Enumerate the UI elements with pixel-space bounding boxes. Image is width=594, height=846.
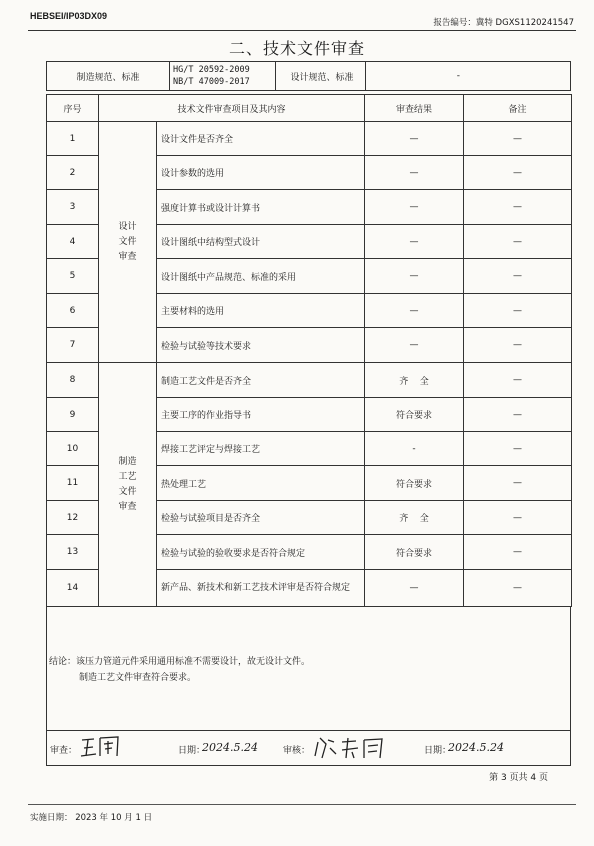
divider [169,62,170,90]
row-item: 设计文件是否齐全 [157,122,365,156]
row-no: 3 [47,190,99,225]
row-item: 焊接工艺评定与焊接工艺 [157,432,365,466]
conclusion-line-1: 结论：该压力管道元件采用通用标准不需要设计，故无设计文件。 [49,657,311,667]
reviewer-label: 审查： [50,746,78,756]
row-result: 符合要求 [365,535,464,570]
design-standard-value: - [456,71,460,81]
table-row [47,363,572,398]
document-code: HEBSEI/IP03DX09 [30,11,108,21]
header-item: 技术文件审查项目及其内容 [99,95,365,122]
row-result: — [365,122,464,156]
category-line: 设计 [118,221,137,232]
row-note: — [464,122,572,156]
row-no: 14 [47,570,99,607]
row-item: 强度计算书或设计计算书 [157,190,365,225]
row-result: 符合要求 [365,466,464,501]
row-item: 热处理工艺 [157,466,365,501]
row-result: 符合要求 [365,398,464,432]
row-no: 11 [47,466,99,501]
row-no: 1 [47,122,99,156]
row-result: 齐 全 [365,501,464,535]
row-item: 检验与试验的验收要求是否符合规定 [157,535,365,570]
category-line: 文件 [118,486,137,497]
conclusion-line-2: 制造工艺文件审查符合要求。 [79,673,197,683]
audit-date-label: 日期： [424,746,452,756]
footer-divider [28,804,576,805]
reviewer-signature [78,732,138,766]
row-item: 主要工序的作业指导书 [157,398,365,432]
header-result: 审查结果 [365,95,464,122]
row-item: 主要材料的选用 [157,294,365,328]
header-note: 备注 [464,95,572,122]
row-note: — [464,398,572,432]
auditor-signature [312,732,392,768]
header-no: 序号 [47,95,99,122]
row-no: 4 [47,225,99,259]
row-item: 检验与试验等技术要求 [157,328,365,363]
row-note: — [464,190,572,225]
row-note: — [464,501,572,535]
header-divider [28,30,576,31]
row-result: — [365,328,464,363]
row-note: — [464,259,572,294]
row-result: 齐 全 [365,363,464,398]
table-header-row [47,95,572,122]
mfg-standard-label: 制造规范、标准 [76,72,140,83]
mfg-standard-codes [173,62,273,90]
row-note: — [464,535,572,570]
signature-image [78,732,138,762]
row-note: — [464,432,572,466]
row-result: — [365,225,464,259]
page-number: 第 3 页共 4 页 [489,773,548,783]
row-result: — [365,570,464,607]
mfg-code-2: NB/T 47009-2017 [173,77,250,87]
category-line: 工艺 [118,471,137,482]
row-no: 12 [47,501,99,535]
row-no: 5 [47,259,99,294]
row-no: 10 [47,432,99,466]
row-result: — [365,259,464,294]
design-category [99,122,157,363]
divider [365,62,366,90]
mfg-category [99,363,157,607]
row-no: 9 [47,398,99,432]
row-note: — [464,294,572,328]
row-item: 检验与试验项目是否齐全 [157,501,365,535]
row-note: — [464,225,572,259]
row-item: 制造工艺文件是否齐全 [157,363,365,398]
row-no: 7 [47,328,99,363]
row-note: — [464,363,572,398]
divider [275,62,276,90]
conclusion [49,654,310,686]
report-number: 报告编号：冀特 DGXS1120241547 [433,18,574,28]
design-standard-label: 设计规范、标准 [290,72,354,83]
category-line: 审查 [118,251,137,262]
category-line: 制造 [118,456,137,467]
audit-date: 2024.5.24 [448,741,504,754]
row-no: 8 [47,363,99,398]
row-item: 设计图纸中结构型式设计 [157,225,365,259]
row-note: — [464,466,572,501]
table-row [47,122,572,156]
review-date: 2024.5.24 [202,741,258,754]
category-line: 审查 [118,501,137,512]
review-date-label: 日期： [178,746,206,756]
auditor-label: 审核： [283,746,311,756]
row-no: 13 [47,535,99,570]
row-result: — [365,156,464,190]
technical-review-table [46,94,572,607]
row-item: 设计参数的选用 [157,156,365,190]
effective-date: 实施日期： 2023 年 10 月 1 日 [30,813,153,823]
row-result: — [365,190,464,225]
row-result: — [365,294,464,328]
row-note: — [464,328,572,363]
signature-image [312,732,392,764]
row-no: 2 [47,156,99,190]
page-title: 二、技术文件审查 [228,39,365,58]
category-line: 文件 [118,236,137,247]
row-note: — [464,156,572,190]
row-item: 设计图纸中产品规范、标准的采用 [157,259,365,294]
standards-row [46,61,571,91]
row-note: — [464,570,572,607]
row-result: - [365,432,464,466]
row-no: 6 [47,294,99,328]
mfg-code-1: HG/T 20592-2009 [173,65,250,75]
row-item: 新产品、新技术和新工艺技术评审是否符合规定 [157,570,365,607]
